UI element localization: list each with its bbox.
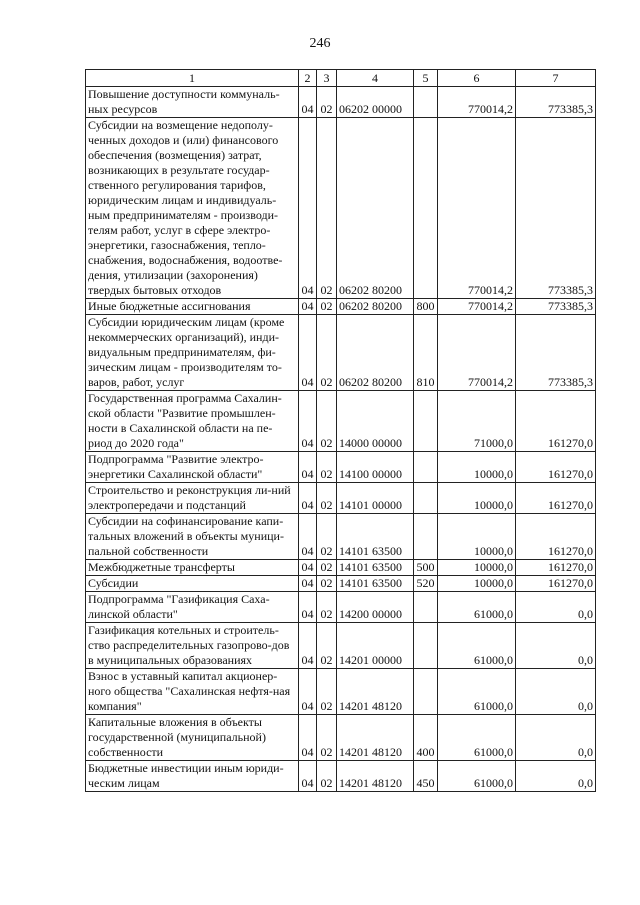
row-amount-1-cell: 10000,0	[438, 576, 516, 592]
row-section-cell: 04	[299, 299, 317, 315]
row-target-code-cell: 06202 00000	[337, 87, 414, 118]
row-amount-2-cell: 161270,0	[516, 452, 596, 483]
row-target-code-cell: 14000 00000	[337, 391, 414, 452]
row-subsection-cell: 02	[317, 560, 337, 576]
row-amount-2-cell: 161270,0	[516, 560, 596, 576]
row-subsection-cell: 02	[317, 715, 337, 761]
row-name-cell: Строительство и реконструкция ли-ний электропередачи и подстанций	[86, 483, 299, 514]
row-target-code-cell: 14201 48120	[337, 715, 414, 761]
column-header: 6	[438, 70, 516, 87]
row-amount-1-cell: 10000,0	[438, 514, 516, 560]
row-subsection-cell: 02	[317, 315, 337, 391]
row-amount-2-cell: 773385,3	[516, 87, 596, 118]
row-section-cell: 04	[299, 315, 317, 391]
row-amount-2-cell: 0,0	[516, 623, 596, 669]
row-expense-type-cell: 400	[414, 715, 438, 761]
table-row	[86, 715, 596, 761]
column-header: 1	[86, 70, 299, 87]
row-section-cell: 04	[299, 715, 317, 761]
row-target-code-cell: 14201 48120	[337, 669, 414, 715]
row-section-cell: 04	[299, 592, 317, 623]
row-target-code-cell: 14201 00000	[337, 623, 414, 669]
row-amount-1-cell: 770014,2	[438, 299, 516, 315]
row-amount-2-cell: 0,0	[516, 761, 596, 792]
row-expense-type-cell: 810	[414, 315, 438, 391]
row-subsection-cell: 02	[317, 483, 337, 514]
row-target-code-cell: 06202 80200	[337, 315, 414, 391]
row-section-cell: 04	[299, 87, 317, 118]
row-amount-2-cell: 0,0	[516, 715, 596, 761]
row-name-cell: Подпрограмма "Газификация Саха-линской области"	[86, 592, 299, 623]
row-amount-2-cell: 161270,0	[516, 514, 596, 560]
row-expense-type-cell	[414, 592, 438, 623]
table-row	[86, 576, 596, 592]
row-amount-1-cell: 770014,2	[438, 315, 516, 391]
row-name-cell: Повышение доступности коммуналь-ных ресурсов	[86, 87, 299, 118]
row-section-cell: 04	[299, 761, 317, 792]
row-section-cell: 04	[299, 623, 317, 669]
row-amount-1-cell: 10000,0	[438, 483, 516, 514]
row-subsection-cell: 02	[317, 514, 337, 560]
row-target-code-cell: 14200 00000	[337, 592, 414, 623]
row-name-cell: Бюджетные инвестиции иным юриди-ческим лицам	[86, 761, 299, 792]
row-amount-2-cell: 161270,0	[516, 391, 596, 452]
row-amount-1-cell: 770014,2	[438, 118, 516, 299]
row-subsection-cell: 02	[317, 391, 337, 452]
budget-table	[85, 69, 596, 792]
table-row	[86, 761, 596, 792]
row-expense-type-cell: 450	[414, 761, 438, 792]
row-expense-type-cell: 800	[414, 299, 438, 315]
row-expense-type-cell	[414, 391, 438, 452]
row-target-code-cell: 14101 63500	[337, 560, 414, 576]
row-subsection-cell: 02	[317, 118, 337, 299]
row-amount-2-cell: 773385,3	[516, 118, 596, 299]
row-amount-1-cell: 10000,0	[438, 560, 516, 576]
row-target-code-cell: 14100 00000	[337, 452, 414, 483]
row-amount-1-cell: 770014,2	[438, 87, 516, 118]
table-row	[86, 592, 596, 623]
row-amount-1-cell: 61000,0	[438, 761, 516, 792]
row-expense-type-cell	[414, 87, 438, 118]
row-target-code-cell: 14101 63500	[337, 514, 414, 560]
table-row	[86, 669, 596, 715]
row-subsection-cell: 02	[317, 299, 337, 315]
column-header: 2	[299, 70, 317, 87]
row-amount-1-cell: 71000,0	[438, 391, 516, 452]
row-subsection-cell: 02	[317, 576, 337, 592]
table-row	[86, 315, 596, 391]
row-amount-2-cell: 0,0	[516, 592, 596, 623]
column-header-row	[86, 70, 596, 87]
row-name-cell: Газификация котельных и строитель-ство распределительных газопрово-дов в муниципальных образованиях	[86, 623, 299, 669]
table-row	[86, 299, 596, 315]
row-amount-2-cell: 0,0	[516, 669, 596, 715]
row-expense-type-cell: 500	[414, 560, 438, 576]
column-header: 3	[317, 70, 337, 87]
table-row	[86, 118, 596, 299]
row-subsection-cell: 02	[317, 623, 337, 669]
row-name-cell: Иные бюджетные ассигнования	[86, 299, 299, 315]
row-target-code-cell: 06202 80200	[337, 299, 414, 315]
row-expense-type-cell	[414, 483, 438, 514]
table-row	[86, 452, 596, 483]
row-amount-1-cell: 61000,0	[438, 669, 516, 715]
table-row	[86, 391, 596, 452]
table-row	[86, 560, 596, 576]
row-name-cell: Капитальные вложения в объекты государственной (муниципальной) собственности	[86, 715, 299, 761]
row-subsection-cell: 02	[317, 761, 337, 792]
table-row	[86, 623, 596, 669]
row-subsection-cell: 02	[317, 669, 337, 715]
row-target-code-cell: 14101 00000	[337, 483, 414, 514]
row-amount-1-cell: 61000,0	[438, 623, 516, 669]
row-section-cell: 04	[299, 452, 317, 483]
row-amount-1-cell: 61000,0	[438, 715, 516, 761]
row-expense-type-cell	[414, 623, 438, 669]
row-amount-2-cell: 161270,0	[516, 483, 596, 514]
row-name-cell: Субсидии на возмещение недополу-ченных доходов и (или) финансового обеспечения (возмещения) затрат, возникающих в результате государ-ственного регулирования тарифов, юридическим лицам и индивидуаль-ным предпринимателям - производи-телям работ, услуг в сфере электро-энергетики, газоснабжения, тепло-снабжения, водоснабжения, водоотве-дения, утилизации (захоронения) твердых бытовых отходов	[86, 118, 299, 299]
row-amount-2-cell: 161270,0	[516, 576, 596, 592]
row-expense-type-cell	[414, 514, 438, 560]
row-name-cell: Субсидии юридическим лицам (кроме некоммерческих организаций), инди-видуальным предпринимателям, фи-зическим лицам - производителям то-варов, работ, услуг	[86, 315, 299, 391]
table-row	[86, 483, 596, 514]
row-name-cell: Подпрограмма "Развитие электро-энергетики Сахалинской области"	[86, 452, 299, 483]
row-amount-2-cell: 773385,3	[516, 315, 596, 391]
row-section-cell: 04	[299, 483, 317, 514]
column-header: 4	[337, 70, 414, 87]
row-name-cell: Государственная программа Сахалин-ской области "Развитие промышлен-ности в Сахалинской области на пе-риод до 2020 года"	[86, 391, 299, 452]
row-name-cell: Субсидии на софинансирование капи-тальных вложений в объекты муници-пальной собственности	[86, 514, 299, 560]
row-name-cell: Межбюджетные трансферты	[86, 560, 299, 576]
row-amount-2-cell: 773385,3	[516, 299, 596, 315]
row-expense-type-cell	[414, 118, 438, 299]
row-section-cell: 04	[299, 669, 317, 715]
row-section-cell: 04	[299, 118, 317, 299]
row-expense-type-cell: 520	[414, 576, 438, 592]
row-expense-type-cell	[414, 452, 438, 483]
row-subsection-cell: 02	[317, 452, 337, 483]
column-header: 5	[414, 70, 438, 87]
column-header: 7	[516, 70, 596, 87]
row-name-cell: Взнос в уставный капитал акционер-ного общества "Сахалинская нефтя-ная компания"	[86, 669, 299, 715]
row-section-cell: 04	[299, 391, 317, 452]
table-row	[86, 87, 596, 118]
row-amount-1-cell: 10000,0	[438, 452, 516, 483]
row-section-cell: 04	[299, 560, 317, 576]
row-subsection-cell: 02	[317, 592, 337, 623]
row-name-cell: Субсидии	[86, 576, 299, 592]
page-number: 246	[309, 36, 331, 51]
row-amount-1-cell: 61000,0	[438, 592, 516, 623]
row-target-code-cell: 14201 48120	[337, 761, 414, 792]
row-target-code-cell: 06202 80200	[337, 118, 414, 299]
row-target-code-cell: 14101 63500	[337, 576, 414, 592]
row-section-cell: 04	[299, 576, 317, 592]
row-subsection-cell: 02	[317, 87, 337, 118]
table-row	[86, 514, 596, 560]
row-expense-type-cell	[414, 669, 438, 715]
row-section-cell: 04	[299, 514, 317, 560]
